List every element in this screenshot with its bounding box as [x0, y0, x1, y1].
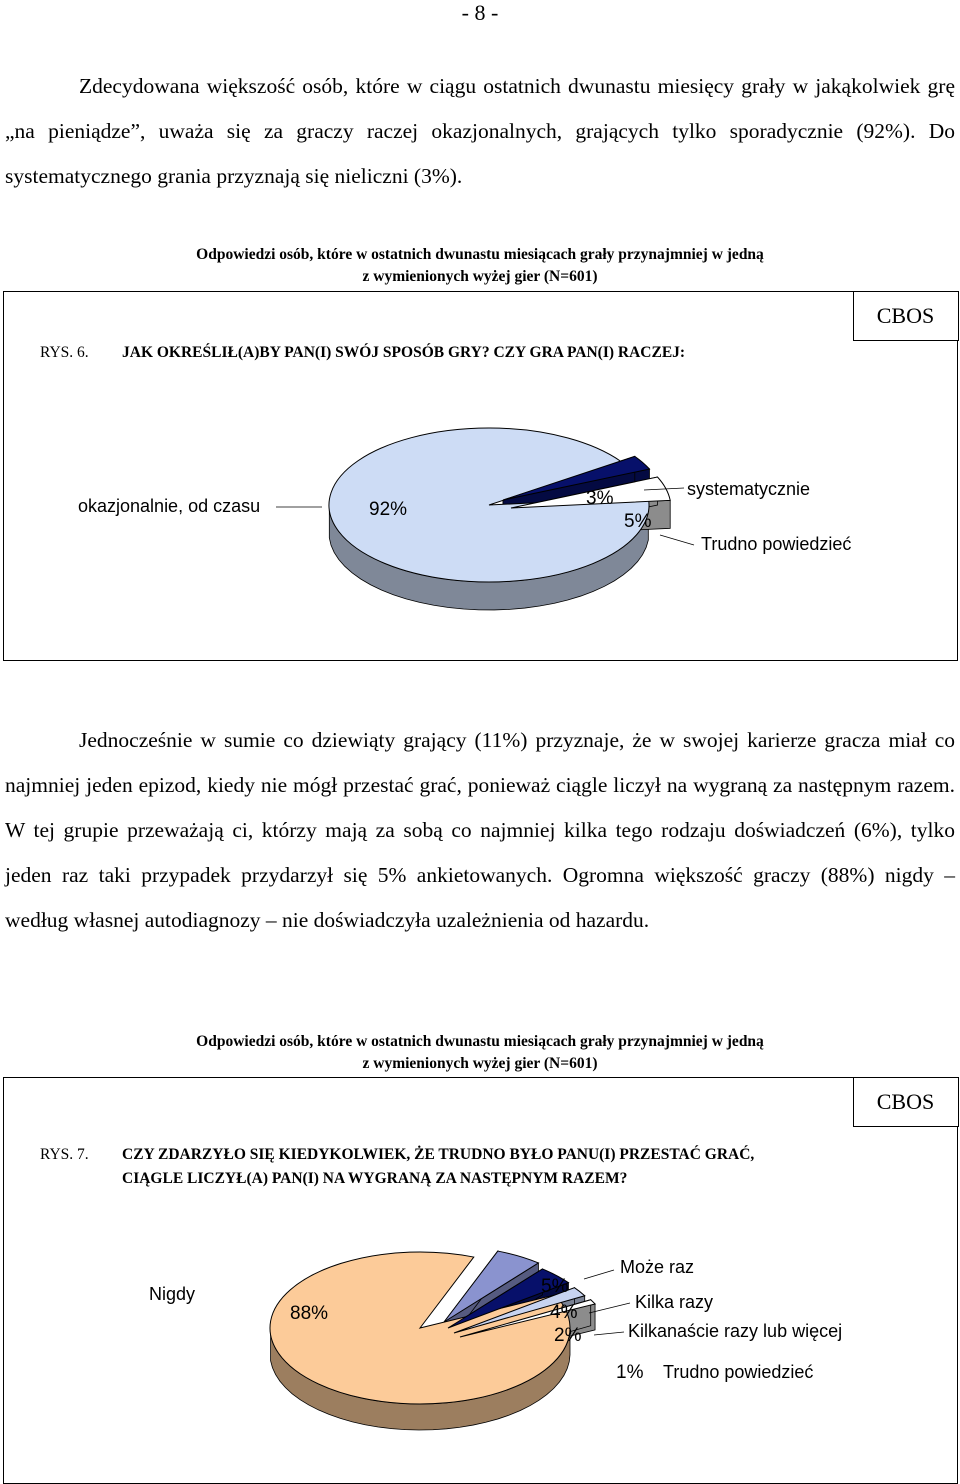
- page-number: - 8 -: [461, 0, 499, 25]
- leader-line: [594, 1332, 624, 1335]
- leader-line: [660, 535, 694, 545]
- figure1-frame: [3, 291, 958, 661]
- pie-value-label: 1%: [616, 1362, 644, 1383]
- pie-chart-2: [4, 1078, 956, 1482]
- figure2-number: RYS. 7.: [40, 1146, 89, 1163]
- figure2-question-line2: CIĄGLE LICZYŁ(A) PAN(I) NA WYGRANĄ ZA NASTĘPNYM RAZEM?: [122, 1170, 628, 1187]
- pie-category-label: Nigdy: [149, 1284, 196, 1304]
- pie-category-label: Trudno powiedzieć: [701, 534, 852, 554]
- pie-value-label: 2%: [554, 1325, 582, 1346]
- figure1-caption-line1: Odpowiedzi osób, które w ostatnich dwunastu miesiącach grały przynajmniej w jedną: [196, 246, 764, 263]
- figure1-caption: [0, 244, 960, 288]
- figure1-number: RYS. 6.: [40, 344, 89, 361]
- pie-category-label: Kilka razy: [635, 1292, 714, 1312]
- pie-category-label: systematycznie: [687, 479, 811, 499]
- cbos-logo: CBOS: [853, 1077, 959, 1127]
- pie-chart-1: [4, 292, 956, 659]
- pie-value-label: 92%: [369, 499, 408, 520]
- figure2-frame: [3, 1077, 958, 1484]
- pie-value-label: 4%: [550, 1302, 578, 1323]
- pie-category-label: Może raz: [620, 1257, 695, 1277]
- pie-category-label: okazjonalnie, od czasu: [78, 496, 261, 516]
- cbos-logo: CBOS: [853, 291, 959, 341]
- pie-category-label: Trudno powiedzieć: [663, 1362, 814, 1382]
- figure2-caption-line1: Odpowiedzi osób, które w ostatnich dwunastu miesiącach grały przynajmniej w jedną: [196, 1033, 764, 1050]
- figure2-question-line1: CZY ZDARZYŁO SIĘ KIEDYKOLWIEK, ŻE TRUDNO BYŁO PANU(I) PRZESTAĆ GRAĆ,: [122, 1146, 755, 1163]
- figure1-caption-line2: z wymienionych wyżej gier (N=601): [362, 268, 598, 285]
- paragraph-intro: Zdecydowana większość osób, które w ciągu ostatnich dwunastu miesięcy grały w jakąkolwiek grę „na pieniądze”, uważa się za graczy raczej okazjonalnych, grających tylko sporadycznie (92%). Do systematycznego grania przyznają się nieliczni (3%).: [5, 74, 955, 188]
- pie-value-label: 5%: [624, 511, 652, 532]
- figure1-question: JAK OKREŚLIŁ(A)BY PAN(I) SWÓJ SPOSÓB GRY? CZY GRA PAN(I) RACZEJ:: [122, 344, 686, 361]
- paragraph-addiction: Jednocześnie w sumie co dziewiąty grający (11%) przyznaje, że w swojej karierze gracza miał co najmniej jeden epizod, kiedy nie mógł przestać grać, ponieważ ciągle liczył na wygraną za następnym razem. W tej grupie przeważają ci, którzy mają za sobą co najmniej kilka tego rodzaju doświadczeń (6%), tylko jeden raz taki przypadek przydarzył się 5% ankietowanych. Ogromna większość graczy (88%) nigdy – według własnej autodiagnozy – nie doświadczyła uzależnienia od hazardu.: [5, 728, 955, 932]
- leader-line: [584, 1270, 614, 1279]
- pie-value-label: 5%: [541, 1276, 569, 1297]
- figure2-caption: [0, 1031, 960, 1075]
- figure2-caption-line2: z wymienionych wyżej gier (N=601): [362, 1055, 598, 1072]
- pie-value-label: 3%: [586, 488, 614, 509]
- pie-category-label: Kilkanaście razy lub więcej: [628, 1321, 843, 1341]
- pie-value-label: 88%: [290, 1303, 329, 1324]
